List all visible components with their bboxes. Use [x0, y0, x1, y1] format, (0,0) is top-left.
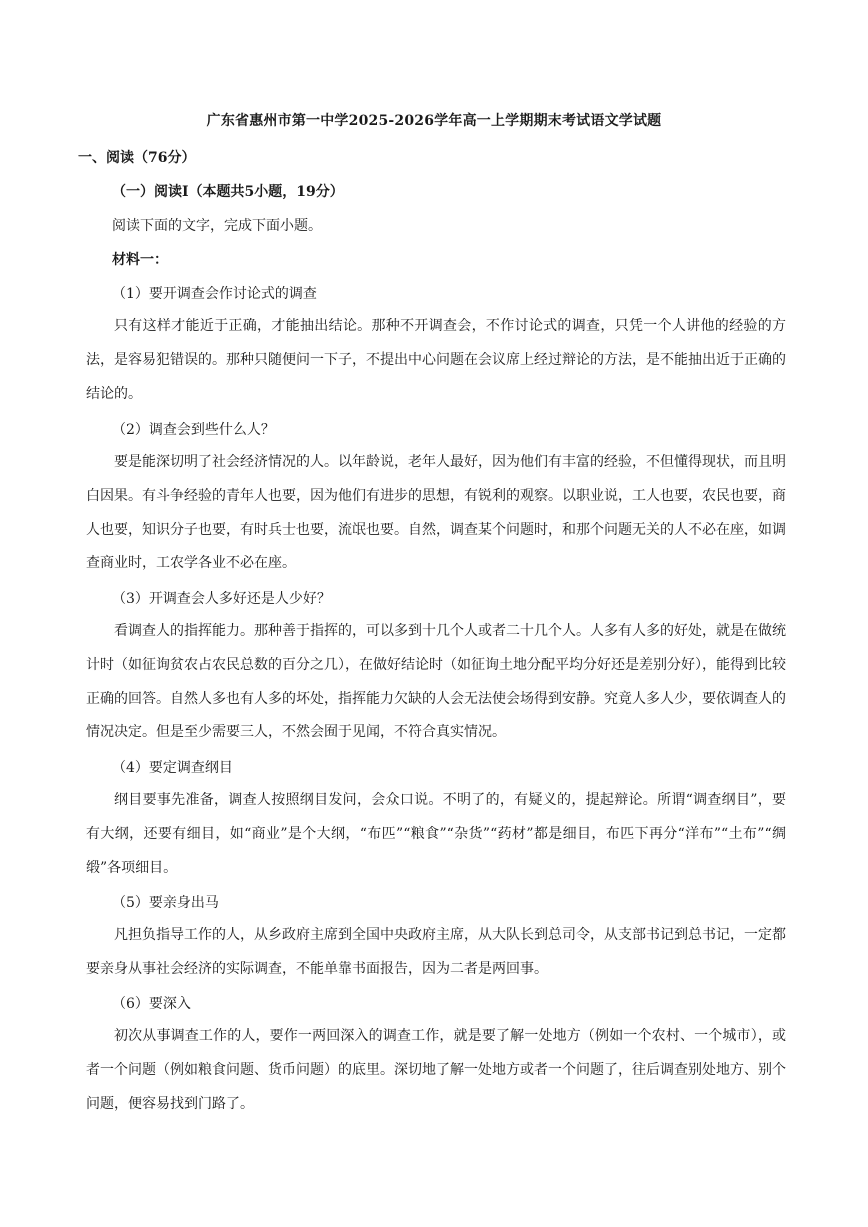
item-paragraph: 只有这样才能近于正确，才能抽出结论。那种不开调查会，不作讨论式的调查，只凭一个人讲他的经验的方法，是容易犯错误的。那种只随便问一下子，不提出中心问题在会议席上经过辩论的方法，是不能抽出近于正确的结论的。: [86, 318, 786, 402]
section-heading: 一、阅读（76分）: [78, 150, 196, 166]
instruction-text: 阅读下面的文字，完成下面小题。: [112, 218, 322, 234]
item-heading: （1）要开调查会作讨论式的调查: [112, 286, 317, 302]
material-label: 材料一：: [112, 252, 168, 268]
item-heading: （5）要亲身出马: [112, 895, 219, 911]
item-paragraph: 看调查人的指挥能力。那种善于指挥的，可以多到十几个人或者二十几个人。人多有人多的好处，就是在做统计时（如征询贫农占农民总数的百分之几），在做好结论时（如征询土地分配平均分好还是差别分好），能得到比较正确的回答。自然人多也有人多的坏处，指挥能力欠缺的人会无法使会场得到安静。究竟人多人少，要依调查人的情况决定。但是至少需要三人，不然会囿于见闻，不符合真实情况。: [86, 623, 786, 741]
item-heading: （6）要深入: [112, 996, 191, 1012]
item-heading: （2）调查会到些什么人？: [112, 422, 275, 438]
document-title: 广东省惠州市第一中学2025-2026学年高一上学期期末考试语文学试题: [206, 113, 662, 129]
item-paragraph: 纲目要事先准备，调查人按照纲目发问，会众口说。不明了的，有疑义的，提起辩论。所谓“调查纲目”，要有大纲，还要有细目，如“商业”是个大纲，“布匹”“粮食”“杂货”“药材”都是细目，布匹下再分“洋布”“土布”“绸缎”各项细目。: [86, 792, 786, 876]
item-paragraph: 凡担负指导工作的人，从乡政府主席到全国中央政府主席，从大队长到总司令，从支部书记到总书记，一定都要亲身从事社会经济的实际调查，不能单靠书面报告，因为二者是两回事。: [86, 927, 786, 977]
item-heading: （4）要定调查纲目: [112, 760, 233, 776]
item-heading: （3）开调查会人多好还是人少好？: [112, 591, 331, 607]
subsection-heading: （一）阅读Ⅰ（本题共5小题，19分）: [112, 184, 344, 200]
item-paragraph: 初次从事调查工作的人，要作一两回深入的调查工作，就是要了解一处地方（例如一个农村、一个城市），或者一个问题（例如粮食问题、货币问题）的底里。深切地了解一处地方或者一个问题了，往后调查别处地方、别个问题，便容易找到门路了。: [86, 1028, 786, 1112]
item-paragraph: 要是能深切明了社会经济情况的人。以年龄说，老年人最好，因为他们有丰富的经验，不但懂得现状，而且明白因果。有斗争经验的青年人也要，因为他们有进步的思想，有锐利的观察。以职业说，工人也要，农民也要，商人也要，知识分子也要，有时兵士也要，流氓也要。自然，调查某个问题时，和那个问题无关的人不必在座，如调查商业时，工农学各业不必在座。: [86, 454, 786, 572]
